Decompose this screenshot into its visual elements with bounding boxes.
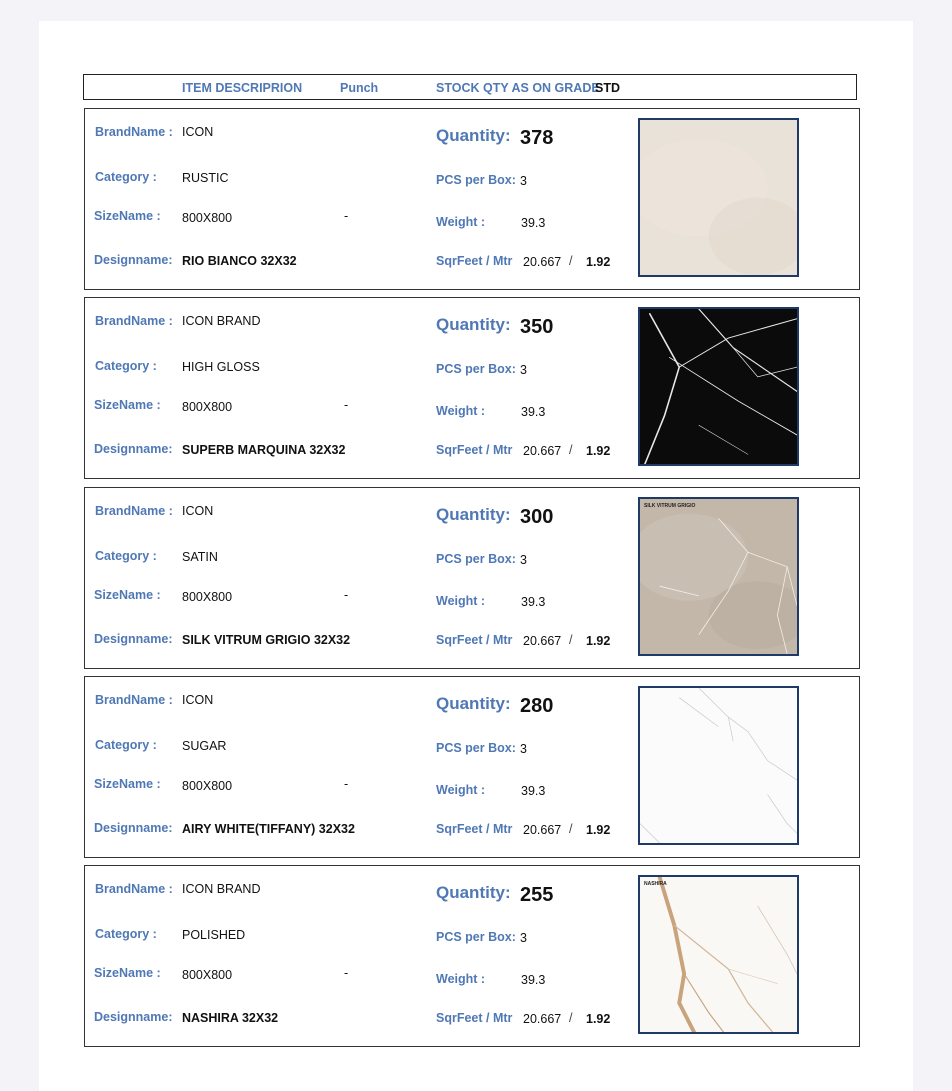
brand-label: BrandName : [95,693,173,707]
category-value: SATIN [182,550,218,564]
brand-label: BrandName : [95,125,173,139]
tile-label: SILK VITRUM GRIGIO [644,503,696,509]
sqrfeet-label: SqrFeet / Mtr [436,633,513,647]
sqrfeet-value: 20.667 [523,634,562,648]
pcs-value: 3 [520,742,527,756]
brand-value: ICON BRAND [182,314,261,328]
pcs-value: 3 [520,553,527,567]
category-label: Category : [95,170,157,184]
category-label: Category : [95,738,157,752]
mtr-value: 1.92 [586,444,611,458]
separator-dash: - [344,966,349,980]
quantity-value: 280 [520,695,554,717]
sqrfeet-value: 20.667 [523,255,562,269]
tile-image [638,307,799,466]
pcs-label: PCS per Box: [436,552,516,566]
size-label: SizeName : [94,588,161,602]
size-value: 800X800 [182,400,233,414]
sqrfeet-label: SqrFeet / Mtr [436,1011,513,1025]
sqrfeet-value: 20.667 [523,1012,562,1026]
brand-value: ICON [182,125,214,139]
pcs-label: PCS per Box: [436,741,516,755]
design-label: Designname: [94,442,173,456]
quantity-label: Quantity: [436,315,511,334]
size-value: 800X800 [182,779,233,793]
category-value: POLISHED [182,928,246,942]
tile-image [638,686,799,845]
brand-label: BrandName : [95,314,173,328]
quantity-label: Quantity: [436,694,511,713]
category-value: RUSTIC [182,171,229,185]
category-value: SUGAR [182,739,227,753]
header-punch: Punch [340,81,379,95]
pcs-value: 3 [520,174,527,188]
quantity-value: 300 [520,506,554,528]
design-value: NASHIRA 32X32 [182,1011,279,1025]
sqrfeet-value: 20.667 [523,823,562,837]
quantity-value: 255 [520,884,554,906]
weight-label: Weight : [436,783,486,797]
design-value: RIO BIANCO 32X32 [182,254,297,268]
size-label: SizeName : [94,398,161,412]
separator-dash: - [344,588,349,602]
size-value: 800X800 [182,211,233,225]
design-label: Designname: [94,253,173,267]
slash-separator: / [569,1011,573,1025]
product-card [84,297,860,479]
tile-image [638,497,799,656]
size-label: SizeName : [94,966,161,980]
weight-value: 39.3 [521,973,546,987]
pcs-label: PCS per Box: [436,930,516,944]
size-label: SizeName : [94,209,161,223]
weight-label: Weight : [436,404,486,418]
mtr-value: 1.92 [586,634,611,648]
header-grade: STD [595,81,620,95]
weight-value: 39.3 [521,216,546,230]
design-label: Designname: [94,632,173,646]
brand-value: ICON BRAND [182,882,261,896]
tile-label: NASHIRA [644,881,667,887]
weight-value: 39.3 [521,595,546,609]
weight-value: 39.3 [521,405,546,419]
quantity-label: Quantity: [436,505,511,524]
mtr-value: 1.92 [586,255,611,269]
sqrfeet-label: SqrFeet / Mtr [436,254,513,268]
product-card [84,487,860,669]
brand-value: ICON [182,504,214,518]
quantity-label: Quantity: [436,883,511,902]
brand-value: ICON [182,693,214,707]
product-card [84,865,860,1047]
design-value: SUPERB MARQUINA 32X32 [182,443,346,457]
pcs-label: PCS per Box: [436,362,516,376]
design-label: Designname: [94,821,173,835]
sqrfeet-value: 20.667 [523,444,562,458]
category-label: Category : [95,549,157,563]
slash-separator: / [569,822,573,836]
category-label: Category : [95,927,157,941]
slash-separator: / [569,633,573,647]
product-card [84,676,860,858]
header-item-description: ITEM DESCRIPRION [182,81,303,95]
weight-label: Weight : [436,972,486,986]
weight-label: Weight : [436,215,486,229]
quantity-label: Quantity: [436,126,511,145]
size-value: 800X800 [182,590,233,604]
sqrfeet-label: SqrFeet / Mtr [436,822,513,836]
quantity-value: 378 [520,127,554,149]
design-value: AIRY WHITE(TIFFANY) 32X32 [182,822,355,836]
weight-value: 39.3 [521,784,546,798]
slash-separator: / [569,254,573,268]
size-value: 800X800 [182,968,233,982]
pcs-label: PCS per Box: [436,173,516,187]
category-value: HIGH GLOSS [182,360,260,374]
brand-label: BrandName : [95,882,173,896]
mtr-value: 1.92 [586,1012,611,1026]
table-header [83,74,857,100]
brand-label: BrandName : [95,504,173,518]
size-label: SizeName : [94,777,161,791]
tile-image [638,875,799,1034]
separator-dash: - [344,398,349,412]
mtr-value: 1.92 [586,823,611,837]
pcs-value: 3 [520,931,527,945]
separator-dash: - [344,777,349,791]
design-label: Designname: [94,1010,173,1024]
sqrfeet-label: SqrFeet / Mtr [436,443,513,457]
weight-label: Weight : [436,594,486,608]
separator-dash: - [344,209,349,223]
product-card [84,108,860,290]
design-value: SILK VITRUM GRIGIO 32X32 [182,633,351,647]
quantity-value: 350 [520,316,554,338]
tile-image [638,118,799,277]
category-label: Category : [95,359,157,373]
header-stock-qty: STOCK QTY AS ON GRADE [436,81,600,95]
pcs-value: 3 [520,363,527,377]
slash-separator: / [569,443,573,457]
